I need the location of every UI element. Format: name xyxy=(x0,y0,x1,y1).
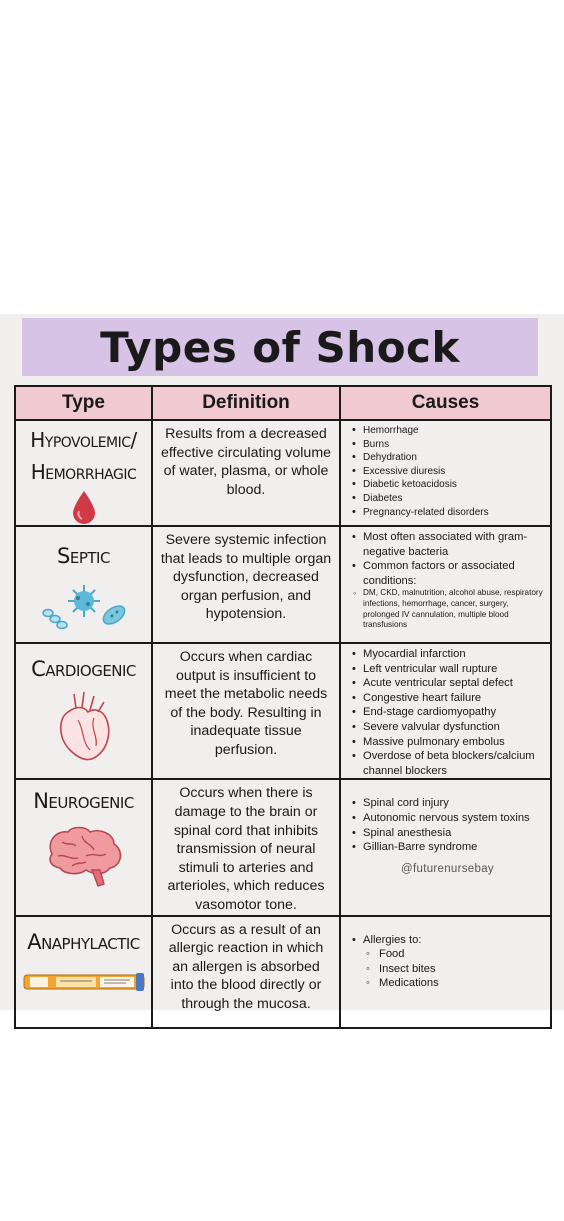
header-definition: Definition xyxy=(152,386,340,420)
list-item: • Gillian-Barre syndrome xyxy=(363,840,544,855)
blood-drop-icon xyxy=(69,489,99,525)
causes-list xyxy=(341,917,550,991)
definition-text: Occurs when cardiac output is insufficient to meet the metabolic needs of the body. Resulting in inadequate tissue perfusion. xyxy=(164,649,328,758)
causes-list xyxy=(341,780,550,874)
bacteria-virus-icon xyxy=(34,577,134,633)
sub-list-item: ◦ Medications xyxy=(379,976,544,991)
brain-icon xyxy=(42,824,126,890)
list-item: • End-stage cardiomyopathy xyxy=(363,705,544,720)
list-item: • Congestive heart failure xyxy=(363,691,544,706)
causes-cell xyxy=(340,420,551,526)
epinephrine-autoinjector-icon xyxy=(22,971,146,993)
list-item: • Myocardial infarction xyxy=(363,647,544,662)
table-header-row xyxy=(15,386,551,420)
header-causes: Causes xyxy=(340,386,551,420)
definition-cell xyxy=(152,420,340,526)
type-cell xyxy=(15,526,152,643)
causes-list xyxy=(341,421,550,519)
definition-cell xyxy=(152,916,340,1028)
list-item: • Spinal anesthesia xyxy=(363,826,544,841)
type-cell xyxy=(15,916,152,1028)
list-item: • Left ventricular wall rupture xyxy=(363,662,544,677)
list-item: • Diabetes xyxy=(363,492,544,506)
type-name-line1: Hypovolemic/ xyxy=(30,428,137,452)
causes-cell xyxy=(340,526,551,643)
list-item: • Hemorrhage xyxy=(363,424,544,438)
list-item: • Overdose of beta blockers/calcium channel blockers xyxy=(363,749,544,778)
header-type: Type xyxy=(15,386,152,420)
list-item: • Excessive diuresis xyxy=(363,465,544,479)
definition-text: Occurs when there is damage to the brain or spinal cord that inhibits transmission of neural stimuli to arteries and arterioles, which reduces vasomotor tone. xyxy=(167,785,325,913)
list-item: • Massive pulmonary embolus xyxy=(363,735,544,750)
heart-icon xyxy=(54,688,114,764)
definition-text: Severe systemic infection that leads to multiple organ dysfunction, decreased organ perfusion, and hypotension. xyxy=(160,532,332,623)
definition-text: Results from a decreased effective circulating volume of water, plasma, or whole blood. xyxy=(160,426,332,498)
type-cell xyxy=(15,420,152,526)
list-item: • Burns xyxy=(363,438,544,452)
list-item: • Diabetic ketoacidosis xyxy=(363,478,544,492)
infographic-poster xyxy=(0,314,564,1010)
list-item: • Most often associated with gram-negative bacteria xyxy=(363,530,544,559)
type-name: Cardiogenic xyxy=(31,657,136,681)
sub-list-item: ◦ Food xyxy=(379,947,544,962)
sub-list-item: ◦ Insect bites xyxy=(379,962,544,977)
definition-cell xyxy=(152,779,340,915)
definition-text: Occurs as a result of an allergic reaction in which an allergen is absorbed into the blood directly or through the mucosa. xyxy=(168,921,324,1012)
list-item: • Autonomic nervous system toxins xyxy=(363,811,544,826)
list-item: • Severe valvular dysfunction xyxy=(363,720,544,735)
page-title: Types of Shock xyxy=(100,322,460,372)
shock-types-table xyxy=(14,385,552,1029)
title-banner xyxy=(22,318,538,376)
type-cell xyxy=(15,779,152,915)
list-item: • Common factors or associated conditions: xyxy=(363,559,544,588)
type-name: Neurogenic xyxy=(33,789,134,814)
type-cell xyxy=(15,643,152,779)
list-item: • Spinal cord injury xyxy=(363,796,544,811)
table-row xyxy=(15,779,551,915)
causes-cell xyxy=(340,916,551,1028)
list-item: • Dehydration xyxy=(363,451,544,465)
list-item: • Allergies to: xyxy=(363,933,544,948)
type-name-line2: Hemorrhagic xyxy=(30,460,137,484)
causes-cell xyxy=(340,779,551,915)
table-row xyxy=(15,643,551,779)
definition-cell xyxy=(152,526,340,643)
list-item: • Acute ventricular septal defect xyxy=(363,676,544,691)
author-handle: @futurenursebay xyxy=(401,862,494,875)
causes-list xyxy=(341,644,550,778)
type-name: Septic xyxy=(57,544,110,568)
causes-list xyxy=(341,527,550,631)
table-row xyxy=(15,526,551,643)
type-name: Anaphylactic xyxy=(27,929,140,954)
causes-cell xyxy=(340,643,551,779)
table-row xyxy=(15,916,551,1028)
list-item: • Pregnancy-related disorders xyxy=(363,506,544,520)
table-row xyxy=(15,420,551,526)
definition-cell xyxy=(152,643,340,779)
sub-list-item: ◦ DM, CKD, malnutrition, alcohol abuse, respiratory infections, hemorrhage, cancer, surgery, prolonged IV cannulation, multiple blood transfusions xyxy=(363,588,544,630)
